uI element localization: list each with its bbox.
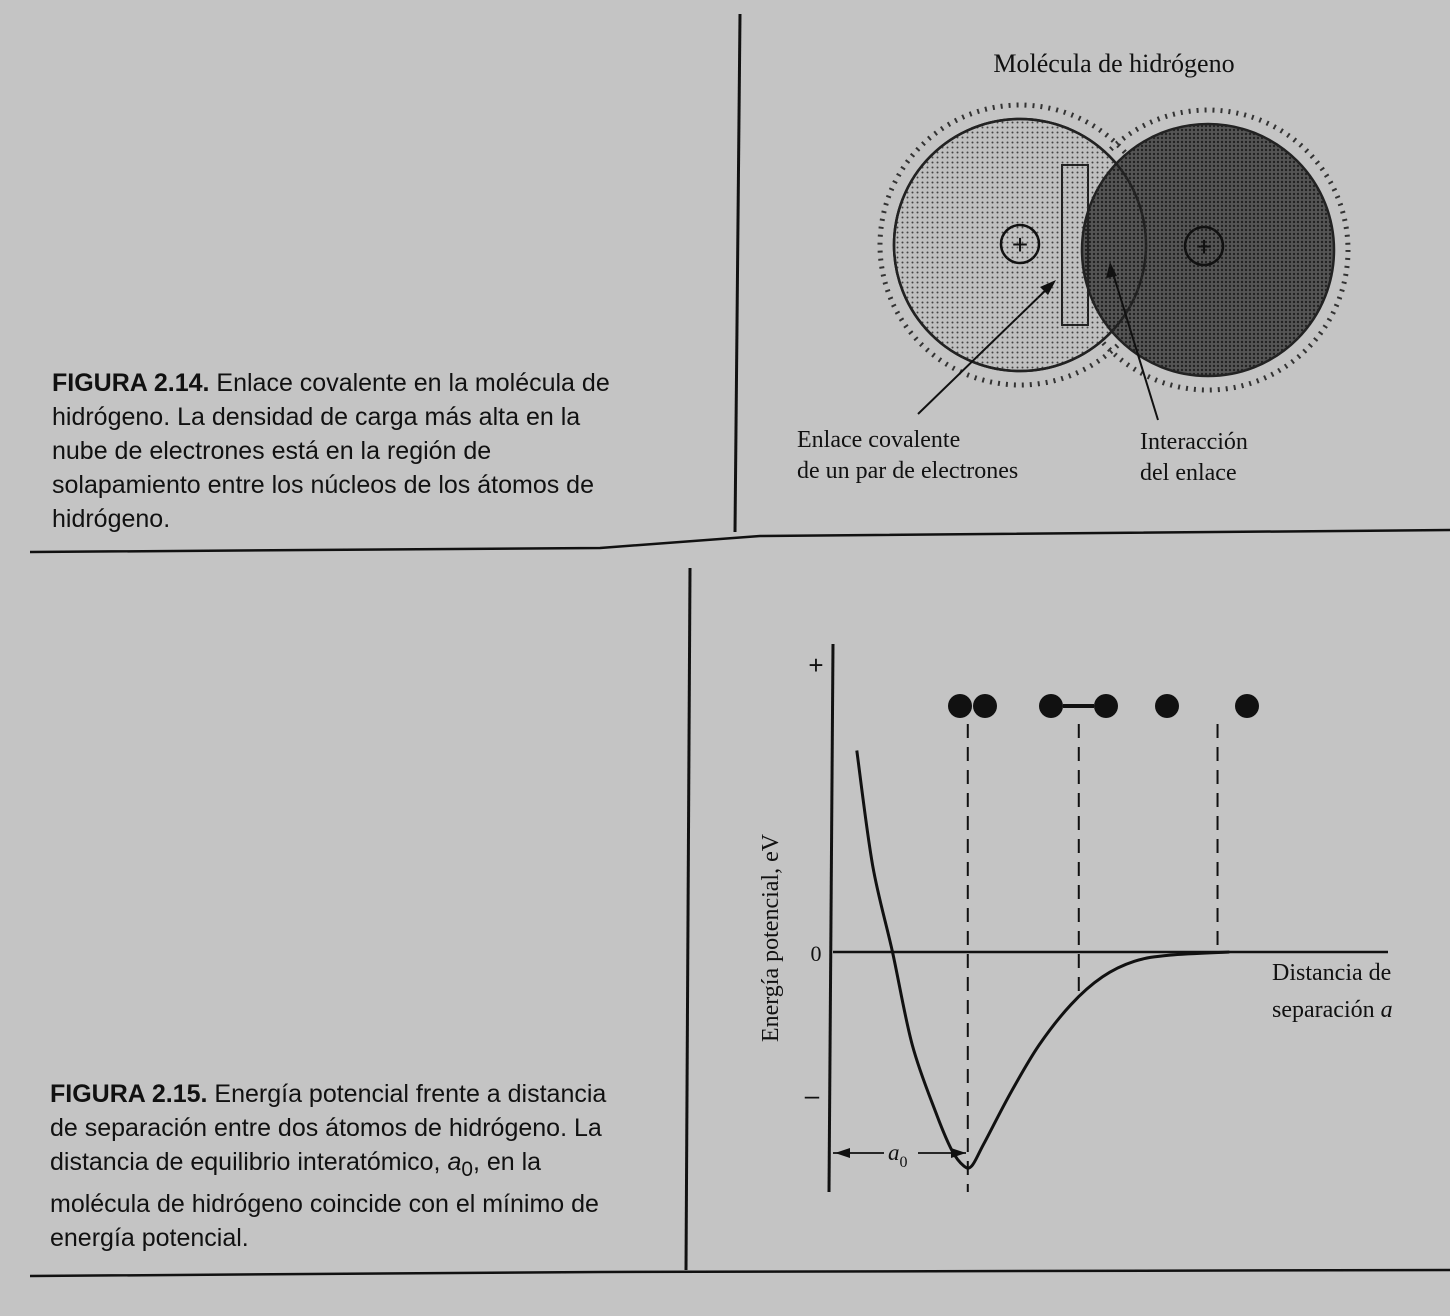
figure-2-15-label: FIGURA 2.15. (50, 1080, 208, 1108)
equilibrium-subscript: 0 (899, 1154, 908, 1171)
middle-horizontal-divider (30, 530, 1450, 552)
figure-2-15-subscript: 0 (461, 1158, 473, 1181)
energy-curve (857, 751, 1230, 1169)
close-pair-atom-1 (948, 694, 972, 718)
close-pair-atom-2 (973, 694, 997, 718)
figure-2-14-text: Enlace covalente en la molécula de hidrógeno. La densidad de carga más alta en la nube de electrones está en la región de solapamiento entre los núcleos de los átomos de hidrógeno. (52, 369, 610, 533)
upper-vertical-divider (735, 14, 740, 532)
y-axis (829, 644, 833, 1192)
figure-2-15-symbol: a (447, 1148, 462, 1176)
equilibrium-symbol: a (888, 1140, 900, 1165)
separated-pair-atom-1 (1155, 694, 1179, 718)
bonded-pair-atom-1 (1039, 694, 1063, 718)
tick-minus: – (804, 1080, 820, 1110)
y-axis-label: Energía potencial, eV (758, 833, 784, 1043)
lower-vertical-divider (686, 568, 690, 1270)
x-axis-label-symbol: a (1380, 997, 1393, 1023)
hydrogen-molecule-diagram (797, 49, 1348, 486)
bond-interaction-label-line2: del enlace (1140, 460, 1237, 486)
left-nucleus-symbol: + (1011, 229, 1029, 260)
dashed-marker-group (968, 724, 1218, 1192)
separated-pair-atom-2 (1235, 694, 1259, 718)
figure-2-15-text-2: , en la molécula de hidrógeno coincide con el mínimo de energía potencial. (50, 1148, 599, 1252)
bottom-horizontal-divider (30, 1270, 1450, 1276)
x-axis-label-word: separación (1272, 997, 1375, 1023)
figure-2-14-label: FIGURA 2.14. (52, 369, 210, 397)
figure-2-15-text-1: Energía potencial frente a distancia de separación entre dos átomos de hidrógeno. La distancia de equilibrio interatómico, (50, 1080, 607, 1176)
right-nucleus-symbol: + (1195, 231, 1213, 262)
x-axis-label-line1: Distancia de (1272, 960, 1392, 986)
dimension-arrow-left (835, 1148, 850, 1158)
covalent-bond-label-line2: de un par de electrones (797, 458, 1019, 484)
x-axis-label-line2 (1272, 997, 1393, 1023)
bonded-pair-atom-2 (1094, 694, 1118, 718)
dimension-arrow-right (951, 1148, 966, 1158)
molecule-title: Molécula de hidrógeno (993, 49, 1235, 78)
tick-zero: 0 (810, 941, 822, 966)
tick-plus: + (808, 650, 824, 680)
bond-interaction-label-line1: Interacción (1140, 429, 1248, 455)
potential-energy-chart (758, 644, 1393, 1192)
covalent-bond-label-line1: Enlace covalente (797, 427, 961, 453)
